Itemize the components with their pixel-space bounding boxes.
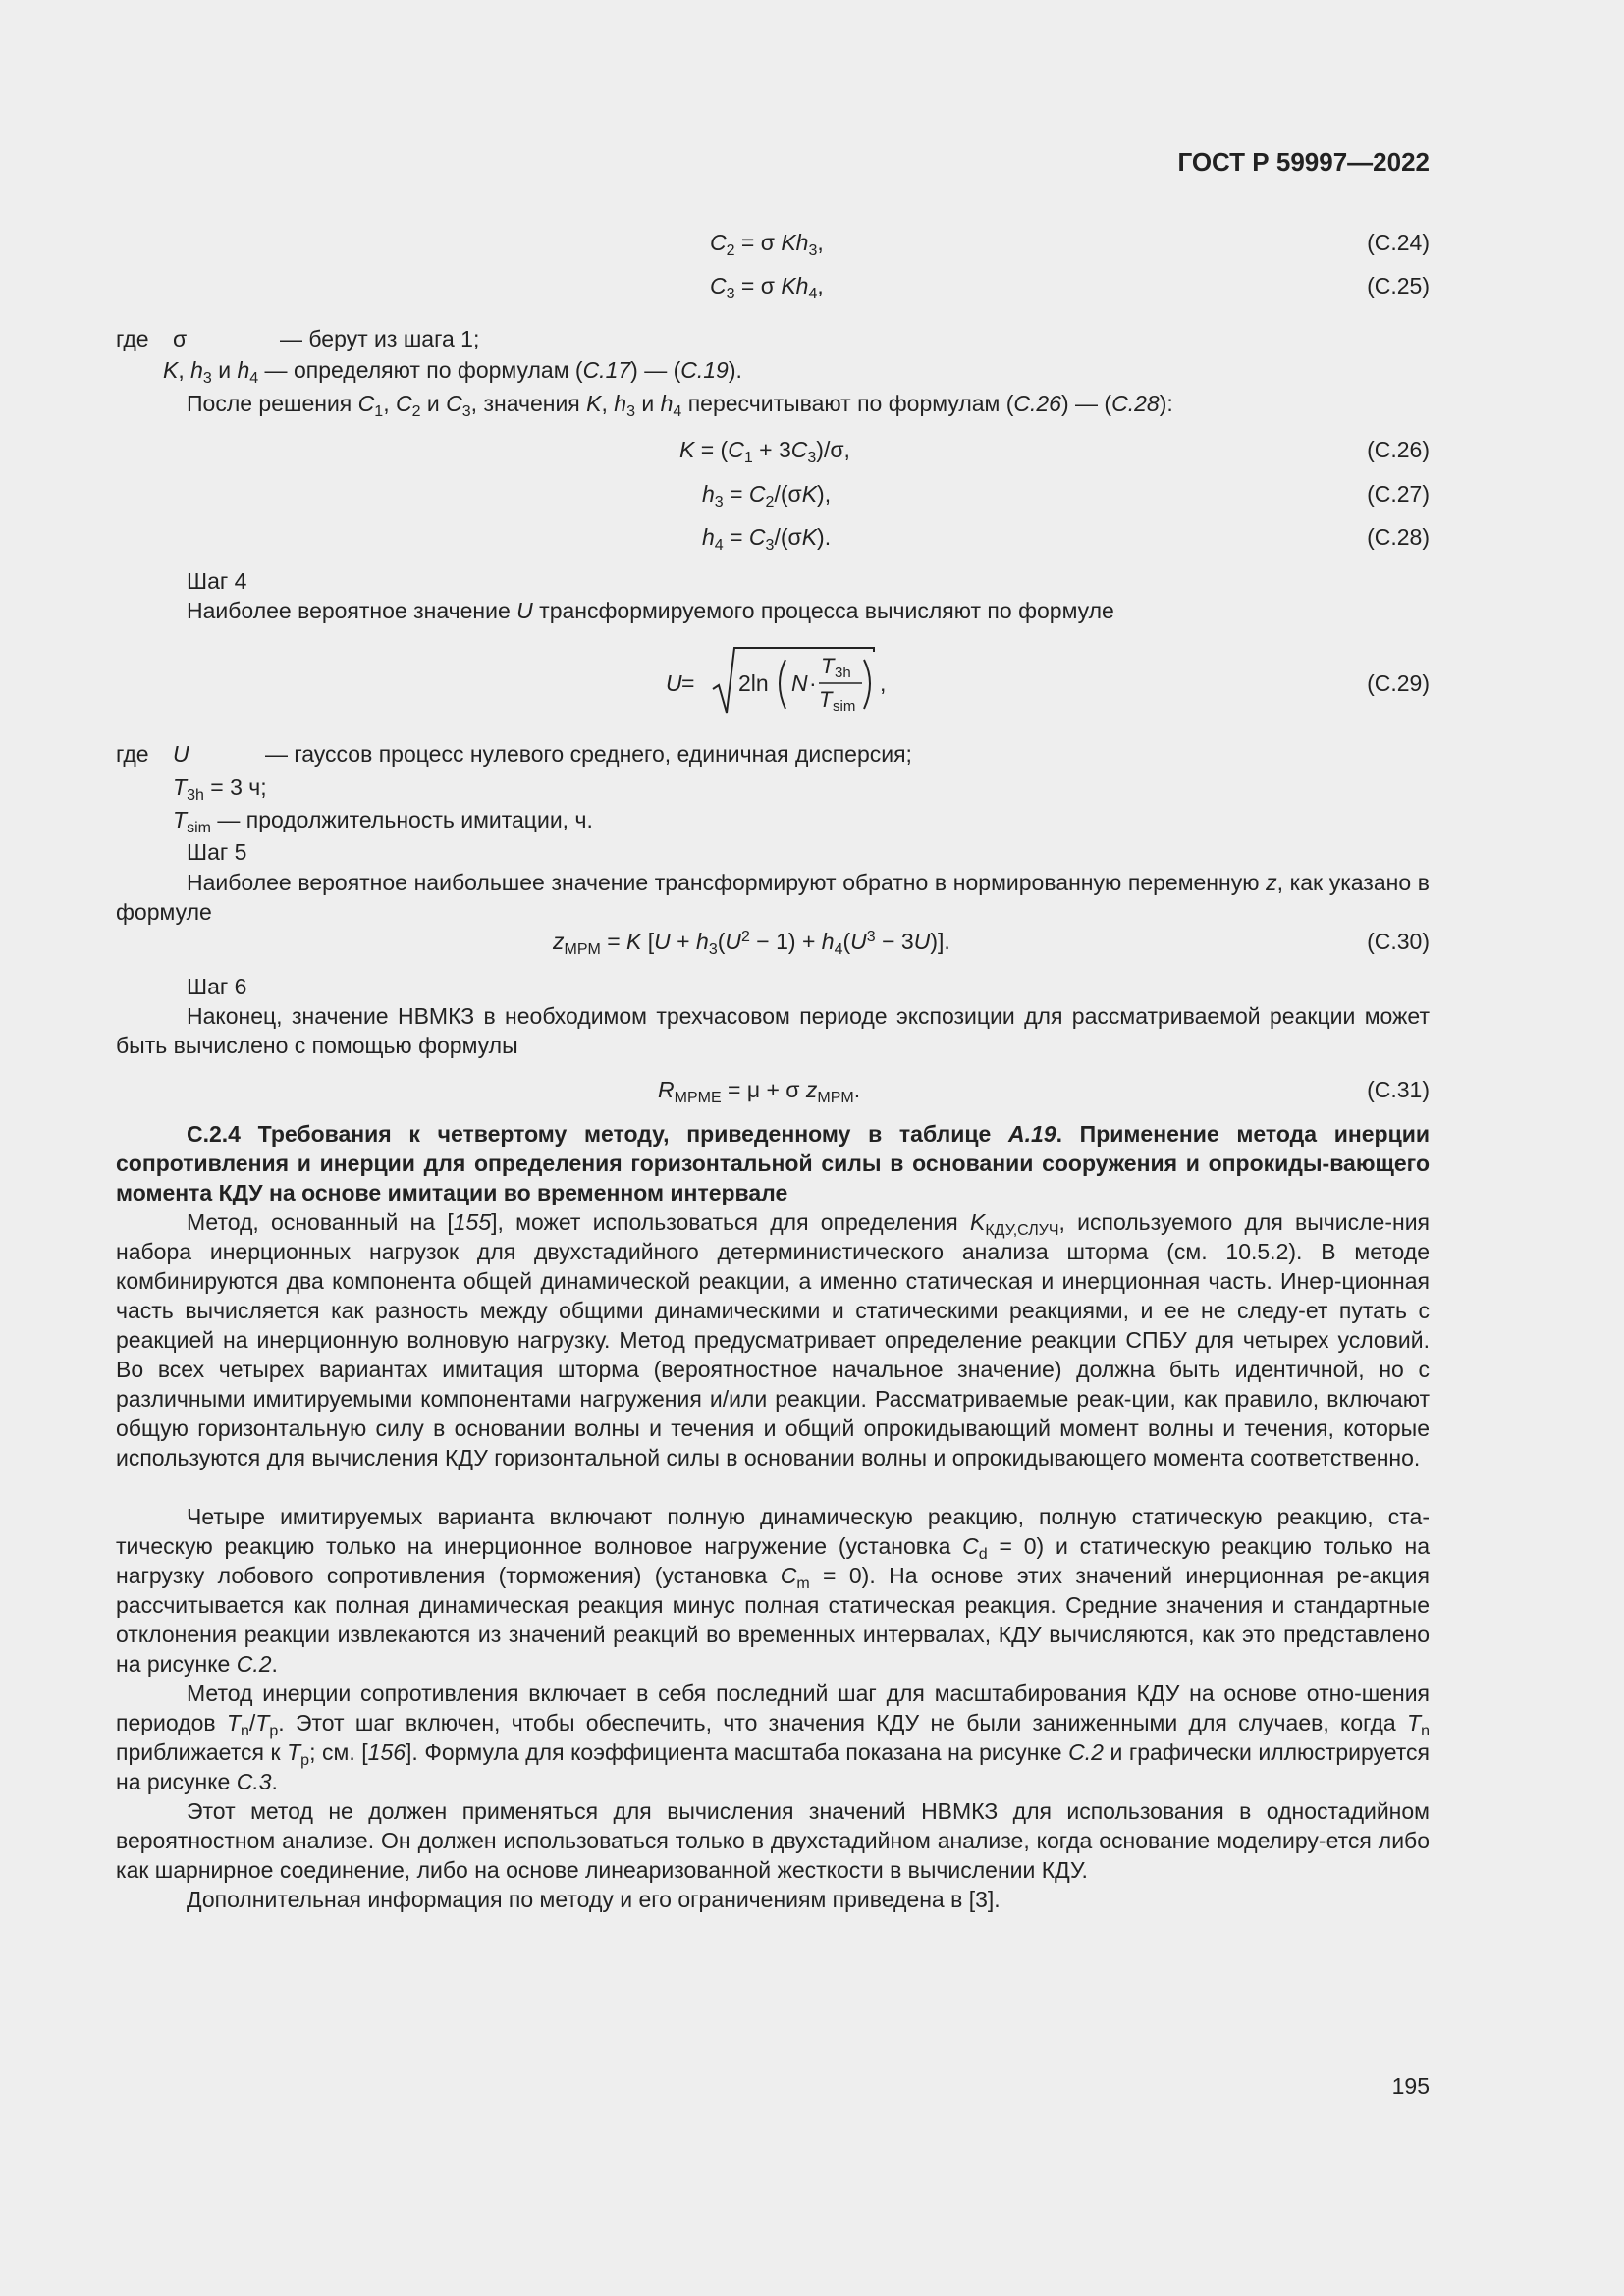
var-t3h: T — [821, 654, 835, 678]
equation-number: (C.31) — [1367, 1077, 1430, 1102]
equation-number: (C.26) — [1367, 437, 1430, 462]
equation-c25: $C_3 = \sigma$ $Kh_4$, — [710, 273, 824, 302]
paragraph: Этот метод не должен применяться для вычисления значений НВМКЗ для использования в одностадийном вероятностном анализе. Он должен использоваться только в двухстадийном анализе, когда основание моделиру-ется либо как шарнирное соединение, либо на основе линеаризованной жесткости в вычислении КДУ. — [116, 1798, 1430, 1883]
sub-3h: 3h — [835, 665, 851, 681]
equation-c28: $h_4 = C_3/(\sigma K)$. — [702, 524, 832, 554]
equation-number: (C.25) — [1367, 273, 1430, 298]
sub-sim: sim — [833, 698, 856, 715]
var-u: U — [666, 670, 682, 696]
var-tsim: T — [819, 687, 833, 712]
paragraph: Метод инерции сопротивления включает в себя последний шаг для масштабирования КДУ на основе отно-шения периодов $T_n/T_p$. Этот шаг включен, чтобы обеспечить, что значения КДУ не были заниженными для случаев, когда $T_n$ приближается к $T_p$; см. [156]. Формула для коэффициента масштаба показана на рисунке C.2 и графически иллюстрируется на рисунке C.3. — [116, 1681, 1431, 1794]
comma: , — [880, 670, 887, 696]
paragraph: Дополнительная информация по методу и его ограничениям приведена в [3]. — [187, 1887, 1001, 1912]
equation-c30: $z_{MPM} = K$ $[U + h_3(U^2 - 1) + h_4(U^3 - 3U)]$. — [553, 929, 950, 958]
paragraph: Метод, основанный на [155], может использоваться для определения $K_{КДУ,СЛУЧ}$, используемого для вычисле-ния набора инерционных нагрузок для двухстадийного детерминистического анализа шторма (см. 10.5.2). В методе комбинируются два компонента общей динамической реакции, а именно статическая и инерционная часть. Инер-ционная часть вычисляется как разность между общими динамическими и статическими реакциями, и ее не следу-ет путать с реакцией на инерционную волновую нагрузку. Метод предусматривает определение реакции СПБУ для четырех условий. Во всех четырех вариантах имитация шторма (вероятностное начальное значение) должна быть идентичной, но с различными имитируемыми компонентами нагружения и/или реакции. Рассматриваемые реак-ции, как правило, включают общую горизонтальную силу в основании волны и течения и общий опрокидывающий момент волны и течения, которые используются для вычисления КДУ горизонтальной силы в основании волны и опрокидывающего момента соответственно. — [116, 1209, 1430, 1470]
equation-c27: $h_3 = C_2/(\sigma K)$, — [702, 481, 832, 510]
equation-number: (C.28) — [1367, 524, 1430, 550]
var-n: N — [791, 670, 808, 696]
equation-c31: $R_{MPME} = \mu + \sigma$ $z_{MPM}$. — [658, 1077, 861, 1106]
section-heading: C.2.4 Требования к четвертому методу, приведенному в таблице A.19. Применение метода инерции сопротивления и инерции для определения горизонтальной силы в основании сооружения и опрокиды-вающего момента КДУ на основе имитации во временном интервале — [116, 1121, 1431, 1205]
where-line: $T_{3h} = 3$ ч; — [173, 774, 267, 804]
where-label: где — [116, 326, 149, 351]
page-number: 195 — [1391, 2073, 1430, 2099]
equation-c29-graphic — [666, 644, 892, 722]
paragraph: Четыре имитируемых варианта включают полную динамическую реакцию, полную статическую реакцию, ста-тическую реакцию только на инерционное волновое нагружение (установка $C_d = 0$) и статическую реакцию только на нагрузку лобового сопротивления (торможения) (установка $C_m = 0$). На основе этих значений инерционная ре-акция рассчитывается как полная динамическая реакция минус полная статическая реакция. Средние значения и стандартные отклонения реакции извлекаются из значений реакций во временных интервалах, КДУ вычисляются, как это представлено на рисунке C.2. — [116, 1504, 1431, 1677]
step-text: Наиболее вероятное значение U трансформируемого процесса вычисляют по формуле — [187, 598, 1114, 623]
ln-term: 2ln — [738, 670, 769, 696]
where-symbol: U — [173, 741, 189, 767]
equation-number: (C.30) — [1367, 929, 1430, 954]
paragraph: После решения $C_1$, $C_2$ и $C_3$, значения K, $h_3$ и $h_4$ пересчитывают по формулам (C.26) — (C.28): — [187, 391, 1173, 420]
dot: · — [809, 670, 817, 696]
step-text: Наиболее вероятное наибольшее значение трансформируют обратно в нормированную переменную z, как указано в формуле — [116, 870, 1430, 925]
step-text: Наконец, значение НВМКЗ в необходимом трехчасовом периоде экспозиции для рассматриваемой реакции может быть вычислено с помощью формулы — [116, 1003, 1430, 1058]
step-title: Шаг 6 — [187, 974, 247, 999]
where-line: K, $h_3$ и $h_4$ — определяют по формулам (C.17) — (C.19). — [163, 357, 742, 387]
document-id: ГОСТ Р 59997—2022 — [1177, 147, 1430, 177]
right-paren — [864, 660, 870, 709]
equation-number: (C.29) — [1367, 670, 1430, 696]
equation-c26: $K = (C_1 + 3C_3)/\sigma$, — [679, 437, 850, 466]
equation-c24: $C_2 = \sigma$ $Kh_3$, — [710, 230, 824, 259]
step-title: Шаг 4 — [187, 568, 247, 594]
equals-sign: = — [681, 670, 695, 696]
step-title: Шаг 5 — [187, 839, 247, 865]
where-description: — гауссов процесс нулевого среднего, единичная дисперсия; — [265, 741, 912, 767]
where-line: $T_{sim}$ — продолжительность имитации, ч. — [173, 807, 593, 836]
where-symbol: σ — [173, 326, 188, 351]
where-label: где — [116, 741, 149, 767]
equation-number: (C.27) — [1367, 481, 1430, 507]
where-description: — берут из шага 1; — [280, 326, 480, 351]
left-paren — [780, 660, 785, 709]
equation-number: (C.24) — [1367, 230, 1430, 255]
